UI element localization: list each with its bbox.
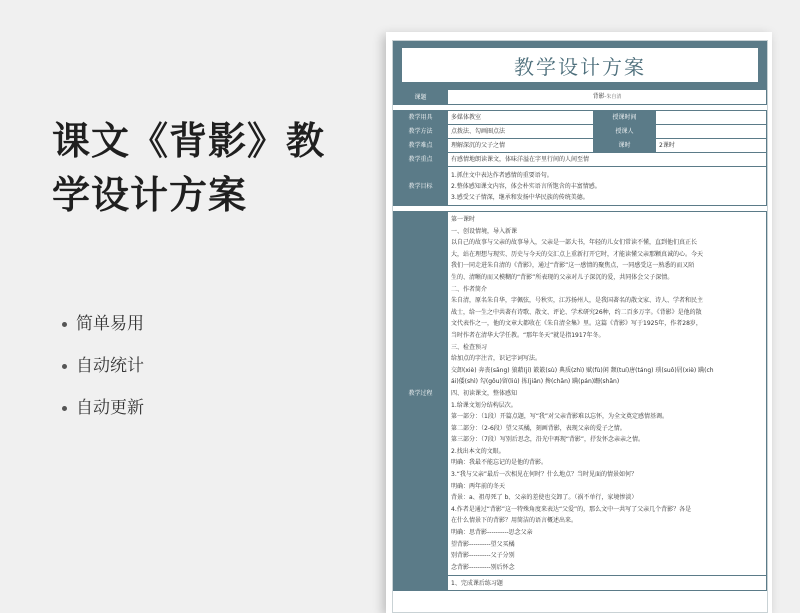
process-line: 朱自清，原名朱自华，字佩弦，号秋实，江苏扬州人，是我国著名的散文家、诗人、学者和民主 (451, 297, 704, 305)
teacher-label: 授课人 (594, 125, 656, 139)
process-line: 给加点的字注音，识记字词写法。 (451, 355, 542, 363)
goal-item: 2.整体感知课文内容，体会朴实语言所饱含的丰富情感。 (451, 182, 601, 190)
document-preview (386, 32, 772, 613)
key-label: 教学重点 (394, 153, 448, 167)
lesson-cell (448, 90, 767, 105)
feature-item: 简单易用 (62, 312, 144, 354)
method-value: 点拨法、勾画圈点法 (448, 125, 594, 139)
process-line: 四、初读课文，整体感知 (451, 389, 518, 397)
process-line: 在什么情景下的背影？用简洁的语言概述出来。 (451, 517, 578, 525)
process-line: 当时作者在清华大学任教。“那年冬天”就是指1917年冬。 (451, 331, 605, 339)
goals-label: 教学目标 (394, 167, 448, 206)
process-line: 我们一同走进朱自清的《背影》，通过“背影”这一感情的聚焦点，一同感受这一熟悉的而又陌 (451, 262, 695, 270)
process-line: 一、创设情境，导入新课 (451, 227, 518, 235)
info-table (393, 110, 767, 206)
process-line: 二、作者简介 (451, 285, 488, 293)
goals-cell (448, 167, 767, 206)
process-line: 明确：两年前的冬天 (451, 482, 506, 490)
process-line: 明确：思背影----------思念父亲 (451, 529, 533, 537)
process-line: 三、检查预习 (451, 343, 488, 351)
process-line: 第一部分：（1段）开篇点题，写“我”对父亲背影难以忘怀，为全文奠定感情基调。 (451, 413, 669, 421)
process-line: 念背影----------别后怀念 (451, 563, 515, 571)
process-line: 生的、清晰的而又模糊的“背影”所表现的父亲对儿子深沉的爱，共同体会父子深情。 (451, 273, 674, 281)
bottom-text: 1、完成课后练习题 (448, 576, 767, 591)
period-label: 课时 (594, 139, 656, 153)
process-label: 教学过程 (394, 212, 448, 576)
goal-item: 1.抓住文中表达作者感情的重要语句。 (451, 171, 553, 179)
process-line: 战士，给一生之中共著有诗歌、散文、评论、学术研究26种，约二百多万字。《背影》是他的散 (451, 308, 702, 316)
tools-label: 教学用具 (394, 111, 448, 125)
process-line: 以自己的故事与父亲的故事导入，父亲是一部大书，年轻的儿女们常读不懂，直到他们真正长 (451, 239, 698, 247)
process-line: 交卸(xiè) 奔丧(sāng) 狼藉(jí) 簌簌(sù) 典质(zhì) 赋(fù)闲 颓(tuí)唐(táng) 琐(suǒ)屑(xiè) 蹒(ch (451, 366, 714, 374)
feature-item: 自动统计 (62, 354, 144, 396)
method-label: 教学方法 (394, 125, 448, 139)
lesson-author: -朱自清 (604, 94, 622, 100)
key-value: 有感情地朗读课文，体味洋溢在字里行间的人间至情 (448, 153, 767, 167)
process-line: 1.给课文划分结构层次。 (451, 401, 517, 409)
process-cell (448, 212, 767, 576)
bottom-label (394, 576, 448, 591)
page-title: 课文《背影》教学设计方案 (52, 119, 326, 217)
process-line: 别背影----------父子分别 (451, 552, 515, 560)
process-line: 2.找出本文的文眼。 (451, 447, 505, 455)
process-table (393, 211, 767, 591)
feature-list (62, 312, 144, 438)
difficulty-label: 教学难点 (394, 139, 448, 153)
teacher-value (656, 125, 767, 139)
time-value (656, 111, 767, 125)
goal-item: 3.感受父子情深，继承和发扬中华民族的传统美德。 (451, 193, 589, 201)
process-line: 背景：a、祖母死了 b、父亲的差使也交卸了。（祸不单行，家境惨淡） (451, 494, 638, 502)
period-value: 2课时 (656, 139, 767, 153)
process-line: ái)倭(shì) 勾(gōu)留(liú) 拣(jiǎn) 搀(chān) 蹒(pán)跚(shān) (451, 378, 620, 386)
feature-item: 自动更新 (62, 396, 144, 438)
process-line: 第三部分：（7段）写别后思念，沿光中再现“背影”，抒发怀念亲亲之情。 (451, 436, 645, 444)
doc-title: 教学设计方案 (402, 48, 758, 82)
process-line: 4.作者是通过“背影”这一特殊角度来表达“父爱”的，那么文中一共写了父亲几个背影？各是 (451, 505, 692, 513)
lesson-value: 背影 (592, 93, 605, 100)
tools-value: 多媒体教室 (448, 111, 594, 125)
process-line: 大，站在理想与现实、历史与今天的交汇点上重新打开它时，才能读懂父亲那颗真诚的心。今天 (451, 250, 704, 258)
process-line: 文代表作之一，他的文章大都收在《朱自清全集》里。这篇《背影》写于1925年，作者28岁， (451, 320, 702, 328)
process-line: 第一课时 (451, 216, 476, 223)
plan-table (393, 89, 767, 105)
process-line: 第二部分：（2-6段）望父买橘，刻画背影，表现父亲的爱子之情。 (451, 424, 626, 432)
process-line: 望背影----------望父买橘 (451, 540, 515, 548)
lesson-label: 课题 (394, 90, 448, 105)
process-line: 3.“我与父亲”最后一次相见在何时？什么地点？当时见面的情景如何？ (451, 471, 637, 479)
process-line: 明确：我最不能忘记的是他的背影。 (451, 459, 548, 467)
difficulty-value: 理解深沉的父子之情 (448, 139, 594, 153)
time-label: 授课时间 (594, 111, 656, 125)
doc-title-bar (393, 41, 767, 89)
